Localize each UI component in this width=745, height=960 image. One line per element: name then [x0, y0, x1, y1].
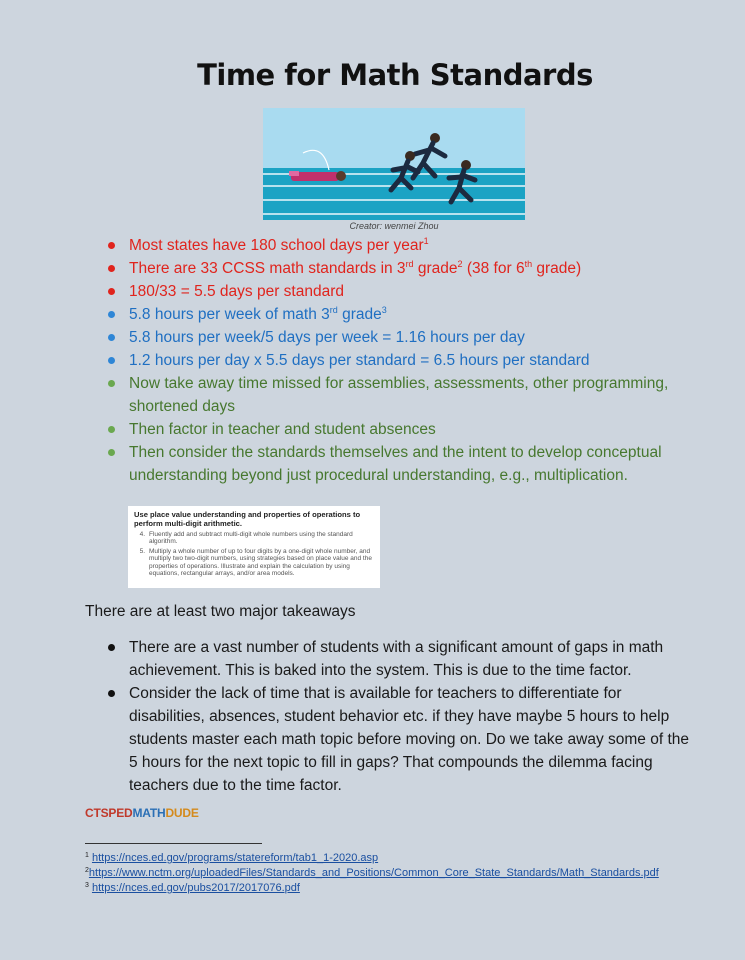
list-item: Consider the lack of time that is available for teachers to differentiate for disabilities, absences, student behavior etc. if they have maybe 5 hours to help students master each math topic before moving on. Do we take away some of the 5 hours for the next topic to fill in gaps? That compounds the dilemma facing teachers due to the time factor. [0, 682, 720, 797]
facts-list [0, 234, 720, 487]
list-item: 180/33 = 5.5 days per standard [0, 280, 720, 303]
brand-logo: CTSPEDMATHDUDE [85, 806, 199, 820]
list-item: Now take away time missed for assemblies, assessments, other programming, shortened days [0, 372, 720, 418]
takeaway-list [0, 636, 720, 797]
list-item: 1.2 hours per day x 5.5 days per standard = 6.5 hours per standard [0, 349, 720, 372]
list-item: Then consider the standards themselves and the intent to develop conceptual understanding beyond just procedural understanding, e.g., multiplication. [0, 441, 720, 487]
list-item: 5.8 hours per week of math 3rd grade$^3$ [0, 303, 720, 326]
footnote-3: $^3$ https://nces.ed.gov/pubs2017/2017076.pdf [85, 882, 300, 894]
list-item: There are 33 CCSS math standards in 3rd grade$^2$ (38 for 6th grade) [0, 257, 720, 280]
list-item: Then factor in teacher and student absences [0, 418, 720, 441]
footnote-2: $^2$https://www.nctm.org/uploadedFiles/Standards_and_Positions/Common_Core_State_Standards/Math_Standards.pdf [85, 867, 659, 879]
standard-excerpt: Use place value understanding and properties of operations to perform multi-digit arithmetic. 4. Fluently add and subtract multi-digit whole numbers using the standard algorithm. 5. Multiply a whole number of up to four digits by a one-digit whole number, and multiply two two-digit numbers, using strategies based on place value and the properties of operations. Illustrate and explain the calculation by using equations, rectangular arrays, and/or area models. [128, 506, 380, 588]
hero-illustration [263, 108, 525, 220]
footnote-link[interactable]: https://www.nctm.org/uploadedFiles/Standards_and_Positions/Common_Core_State_Standards/Math_Standards.pdf [88, 867, 659, 879]
footnote-link[interactable]: https://nces.ed.gov/programs/statereform/tab1_1-2020.asp [91, 852, 379, 864]
takeaway-intro: There are at least two major takeaways [85, 603, 356, 620]
footnote-link[interactable]: https://nces.ed.gov/pubs2017/2017076.pdf [91, 882, 300, 894]
page-title: Time for Math Standards [197, 58, 593, 92]
footnote-divider [85, 843, 262, 844]
list-item: 5.8 hours per week/5 days per week = 1.16 hours per day [0, 326, 720, 349]
list-item: There are a vast number of students with a significant amount of gaps in math achievement. This is baked into the system. This is due to the time factor. [0, 636, 720, 682]
list-item: Most states have 180 school days per year$^1$ [0, 234, 720, 257]
image-credit: Creator: wenmei Zhou [349, 221, 439, 231]
footnote-1: $^1$ https://nces.ed.gov/programs/statereform/tab1_1-2020.asp [85, 852, 379, 864]
